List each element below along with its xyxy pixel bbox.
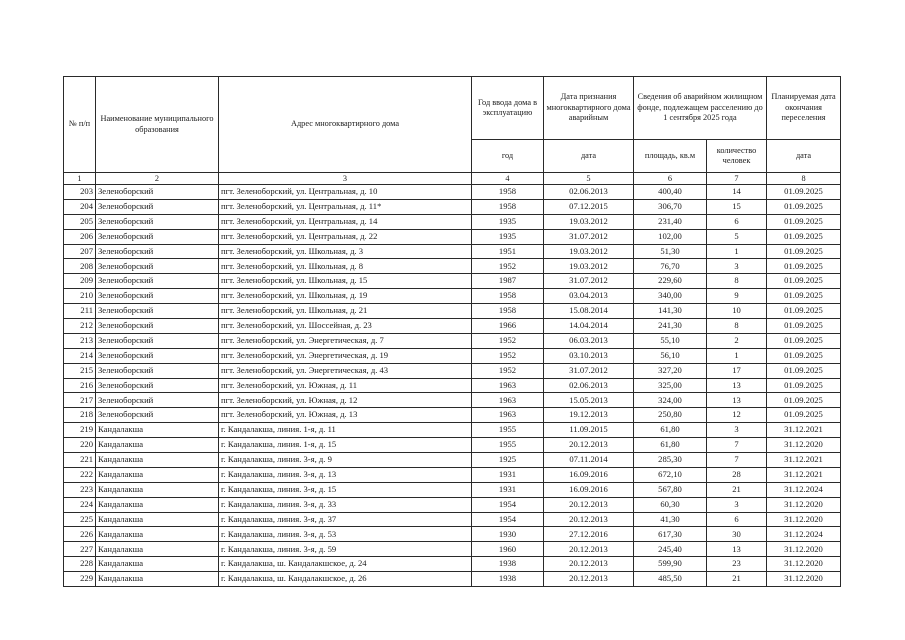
area-cell: 60,30 (634, 497, 707, 512)
municipality-cell: Кандалакша (96, 572, 219, 587)
people-count-cell: 13 (707, 542, 767, 557)
document-page (63, 76, 840, 587)
municipality-cell: Кандалакша (96, 557, 219, 572)
people-count-cell: 2 (707, 333, 767, 348)
row-number: 226 (64, 527, 96, 542)
municipality-cell: Зеленоборский (96, 333, 219, 348)
row-number: 221 (64, 453, 96, 468)
column-number: 6 (634, 173, 707, 185)
year-built-cell: 1963 (472, 378, 544, 393)
subheader-date: дата (544, 140, 634, 173)
date-recognized-cell: 20.12.2013 (544, 512, 634, 527)
address-cell: г. Кандалакша, линия. 3-я, д. 13 (219, 467, 472, 482)
planned-date-cell: 31.12.2020 (767, 557, 841, 572)
planned-date-cell: 01.09.2025 (767, 289, 841, 304)
table-row (64, 438, 841, 453)
year-built-cell: 1938 (472, 572, 544, 587)
table-row (64, 304, 841, 319)
address-cell: пгт. Зеленоборский, ул. Южная, д. 11 (219, 378, 472, 393)
planned-date-cell: 31.12.2024 (767, 527, 841, 542)
municipality-cell: Зеленоборский (96, 348, 219, 363)
address-cell: г. Кандалакша, ш. Кандалакшское, д. 26 (219, 572, 472, 587)
row-number: 223 (64, 482, 96, 497)
planned-date-cell: 01.09.2025 (767, 214, 841, 229)
address-cell: пгт. Зеленоборский, ул. Энергетическая, д. 19 (219, 348, 472, 363)
people-count-cell: 3 (707, 259, 767, 274)
row-number: 222 (64, 467, 96, 482)
municipality-cell: Зеленоборский (96, 244, 219, 259)
area-cell: 56,10 (634, 348, 707, 363)
date-recognized-cell: 16.09.2016 (544, 467, 634, 482)
people-count-cell: 7 (707, 438, 767, 453)
date-recognized-cell: 15.08.2014 (544, 304, 634, 319)
column-number: 8 (767, 173, 841, 185)
year-built-cell: 1952 (472, 363, 544, 378)
people-count-cell: 3 (707, 497, 767, 512)
column-number: 2 (96, 173, 219, 185)
municipality-cell: Зеленоборский (96, 393, 219, 408)
area-cell: 241,30 (634, 319, 707, 334)
address-cell: г. Кандалакша, ш. Кандалакшское, д. 24 (219, 557, 472, 572)
area-cell: 400,40 (634, 185, 707, 200)
address-cell: пгт. Зеленоборский, ул. Шоссейная, д. 23 (219, 319, 472, 334)
people-count-cell: 6 (707, 512, 767, 527)
people-count-cell: 10 (707, 304, 767, 319)
table-row (64, 378, 841, 393)
date-recognized-cell: 02.06.2013 (544, 378, 634, 393)
subheader-area: площадь, кв.м (634, 140, 707, 173)
year-built-cell: 1935 (472, 214, 544, 229)
row-number: 220 (64, 438, 96, 453)
row-number: 227 (64, 542, 96, 557)
year-built-cell: 1931 (472, 482, 544, 497)
row-number: 229 (64, 572, 96, 587)
area-cell: 306,70 (634, 199, 707, 214)
table-row (64, 542, 841, 557)
planned-date-cell: 01.09.2025 (767, 304, 841, 319)
people-count-cell: 30 (707, 527, 767, 542)
table-row (64, 557, 841, 572)
date-recognized-cell: 11.09.2015 (544, 423, 634, 438)
row-number: 213 (64, 333, 96, 348)
address-cell: пгт. Зеленоборский, ул. Школьная, д. 19 (219, 289, 472, 304)
planned-date-cell: 01.09.2025 (767, 259, 841, 274)
area-cell: 324,00 (634, 393, 707, 408)
municipality-cell: Зеленоборский (96, 304, 219, 319)
header-housing-info: Сведения об аварийном жилищном фонде, подлежащем расселению до 1 сентября 2025 года (634, 77, 767, 140)
municipality-cell: Зеленоборский (96, 185, 219, 200)
address-cell: пгт. Зеленоборский, ул. Южная, д. 13 (219, 408, 472, 423)
address-cell: г. Кандалакша, линия. 1-я, д. 11 (219, 423, 472, 438)
people-count-cell: 3 (707, 423, 767, 438)
row-number: 206 (64, 229, 96, 244)
planned-date-cell: 01.09.2025 (767, 319, 841, 334)
row-number: 210 (64, 289, 96, 304)
table-row (64, 274, 841, 289)
address-cell: г. Кандалакша, линия. 3-я, д. 53 (219, 527, 472, 542)
planned-date-cell: 31.12.2020 (767, 542, 841, 557)
subheader-year: год (472, 140, 544, 173)
address-cell: пгт. Зеленоборский, ул. Центральная, д. 11* (219, 199, 472, 214)
area-cell: 61,80 (634, 423, 707, 438)
year-built-cell: 1954 (472, 497, 544, 512)
date-recognized-cell: 20.12.2013 (544, 572, 634, 587)
address-cell: пгт. Зеленоборский, ул. Школьная, д. 21 (219, 304, 472, 319)
date-recognized-cell: 19.12.2013 (544, 408, 634, 423)
area-cell: 327,20 (634, 363, 707, 378)
year-built-cell: 1958 (472, 199, 544, 214)
row-number: 216 (64, 378, 96, 393)
table-row (64, 348, 841, 363)
table-row (64, 199, 841, 214)
area-cell: 599,90 (634, 557, 707, 572)
area-cell: 285,30 (634, 453, 707, 468)
area-cell: 250,80 (634, 408, 707, 423)
row-number: 208 (64, 259, 96, 274)
planned-date-cell: 31.12.2020 (767, 572, 841, 587)
date-recognized-cell: 03.10.2013 (544, 348, 634, 363)
year-built-cell: 1955 (472, 423, 544, 438)
table-row (64, 453, 841, 468)
area-cell: 229,60 (634, 274, 707, 289)
table-body (64, 173, 841, 587)
address-cell: пгт. Зеленоборский, ул. Южная, д. 12 (219, 393, 472, 408)
date-recognized-cell: 19.03.2012 (544, 244, 634, 259)
year-built-cell: 1963 (472, 393, 544, 408)
area-cell: 41,30 (634, 512, 707, 527)
table-row (64, 497, 841, 512)
municipality-cell: Зеленоборский (96, 363, 219, 378)
year-built-cell: 1954 (472, 512, 544, 527)
planned-date-cell: 01.09.2025 (767, 199, 841, 214)
area-cell: 567,80 (634, 482, 707, 497)
address-cell: пгт. Зеленоборский, ул. Центральная, д. 10 (219, 185, 472, 200)
date-recognized-cell: 20.12.2013 (544, 497, 634, 512)
table-row (64, 467, 841, 482)
people-count-cell: 1 (707, 244, 767, 259)
address-cell: пгт. Зеленоборский, ул. Энергетическая, д. 7 (219, 333, 472, 348)
row-number: 228 (64, 557, 96, 572)
date-recognized-cell: 20.12.2013 (544, 438, 634, 453)
planned-date-cell: 01.09.2025 (767, 378, 841, 393)
planned-date-cell: 01.09.2025 (767, 393, 841, 408)
table-row (64, 214, 841, 229)
year-built-cell: 1935 (472, 229, 544, 244)
area-cell: 325,00 (634, 378, 707, 393)
address-cell: пгт. Зеленоборский, ул. Центральная, д. 22 (219, 229, 472, 244)
date-recognized-cell: 06.03.2013 (544, 333, 634, 348)
municipality-cell: Кандалакша (96, 467, 219, 482)
address-cell: г. Кандалакша, линия. 3-я, д. 37 (219, 512, 472, 527)
date-recognized-cell: 03.04.2013 (544, 289, 634, 304)
planned-date-cell: 01.09.2025 (767, 244, 841, 259)
people-count-cell: 12 (707, 408, 767, 423)
planned-date-cell: 01.09.2025 (767, 274, 841, 289)
column-number: 4 (472, 173, 544, 185)
municipality-cell: Зеленоборский (96, 378, 219, 393)
municipality-cell: Зеленоборский (96, 408, 219, 423)
year-built-cell: 1958 (472, 185, 544, 200)
emergency-housing-table (63, 76, 841, 587)
people-count-cell: 5 (707, 229, 767, 244)
address-cell: пгт. Зеленоборский, ул. Школьная, д. 8 (219, 259, 472, 274)
subheader-people: количество человек (707, 140, 767, 173)
address-cell: г. Кандалакша, линия. 1-я, д. 15 (219, 438, 472, 453)
municipality-cell: Кандалакша (96, 527, 219, 542)
municipality-cell: Кандалакша (96, 512, 219, 527)
year-built-cell: 1987 (472, 274, 544, 289)
address-cell: пгт. Зеленоборский, ул. Школьная, д. 3 (219, 244, 472, 259)
people-count-cell: 23 (707, 557, 767, 572)
address-cell: пгт. Зеленоборский, ул. Школьная, д. 15 (219, 274, 472, 289)
date-recognized-cell: 27.12.2016 (544, 527, 634, 542)
area-cell: 102,00 (634, 229, 707, 244)
subheader-end-date: дата (767, 140, 841, 173)
table-row (64, 572, 841, 587)
area-cell: 141,30 (634, 304, 707, 319)
people-count-cell: 15 (707, 199, 767, 214)
people-count-cell: 21 (707, 482, 767, 497)
header-planned-end: Планируемая дата окончания переселения (767, 77, 841, 140)
year-built-cell: 1960 (472, 542, 544, 557)
municipality-cell: Зеленоборский (96, 229, 219, 244)
address-cell: г. Кандалакша, линия. 3-я, д. 9 (219, 453, 472, 468)
year-built-cell: 1955 (472, 438, 544, 453)
people-count-cell: 17 (707, 363, 767, 378)
row-number: 209 (64, 274, 96, 289)
municipality-cell: Кандалакша (96, 497, 219, 512)
planned-date-cell: 31.12.2021 (767, 423, 841, 438)
date-recognized-cell: 16.09.2016 (544, 482, 634, 497)
address-cell: пгт. Зеленоборский, ул. Центральная, д. 14 (219, 214, 472, 229)
column-number: 1 (64, 173, 96, 185)
address-cell: г. Кандалакша, линия. 3-я, д. 59 (219, 542, 472, 557)
row-number: 217 (64, 393, 96, 408)
planned-date-cell: 01.09.2025 (767, 408, 841, 423)
planned-date-cell: 01.09.2025 (767, 348, 841, 363)
planned-date-cell: 31.12.2021 (767, 467, 841, 482)
year-built-cell: 1963 (472, 408, 544, 423)
row-number: 203 (64, 185, 96, 200)
date-recognized-cell: 20.12.2013 (544, 557, 634, 572)
date-recognized-cell: 15.05.2013 (544, 393, 634, 408)
area-cell: 61,80 (634, 438, 707, 453)
date-recognized-cell: 14.04.2014 (544, 319, 634, 334)
area-cell: 340,00 (634, 289, 707, 304)
people-count-cell: 13 (707, 393, 767, 408)
municipality-cell: Кандалакша (96, 482, 219, 497)
table-row (64, 333, 841, 348)
table-row (64, 259, 841, 274)
date-recognized-cell: 07.11.2014 (544, 453, 634, 468)
table-row (64, 289, 841, 304)
people-count-cell: 13 (707, 378, 767, 393)
area-cell: 672,10 (634, 467, 707, 482)
table-row (64, 408, 841, 423)
header-row-number: № п/п (64, 77, 96, 173)
date-recognized-cell: 20.12.2013 (544, 542, 634, 557)
date-recognized-cell: 31.07.2012 (544, 363, 634, 378)
people-count-cell: 8 (707, 319, 767, 334)
row-number: 212 (64, 319, 96, 334)
area-cell: 245,40 (634, 542, 707, 557)
year-built-cell: 1958 (472, 304, 544, 319)
header-year-built: Год ввода дома в эксплуатацию (472, 77, 544, 140)
year-built-cell: 1966 (472, 319, 544, 334)
planned-date-cell: 31.12.2020 (767, 438, 841, 453)
year-built-cell: 1930 (472, 527, 544, 542)
year-built-cell: 1952 (472, 333, 544, 348)
row-number: 218 (64, 408, 96, 423)
table-row (64, 319, 841, 334)
municipality-cell: Кандалакша (96, 438, 219, 453)
address-cell: г. Кандалакша, линия. 3-я, д. 15 (219, 482, 472, 497)
municipality-cell: Зеленоборский (96, 259, 219, 274)
row-number: 204 (64, 199, 96, 214)
area-cell: 617,30 (634, 527, 707, 542)
table-row (64, 185, 841, 200)
planned-date-cell: 31.12.2020 (767, 512, 841, 527)
row-number: 219 (64, 423, 96, 438)
municipality-cell: Зеленоборский (96, 199, 219, 214)
table-row (64, 244, 841, 259)
column-number-row (64, 173, 841, 185)
date-recognized-cell: 31.07.2012 (544, 274, 634, 289)
municipality-cell: Кандалакша (96, 542, 219, 557)
area-cell: 231,40 (634, 214, 707, 229)
year-built-cell: 1951 (472, 244, 544, 259)
row-number: 225 (64, 512, 96, 527)
people-count-cell: 28 (707, 467, 767, 482)
area-cell: 51,30 (634, 244, 707, 259)
table-row (64, 423, 841, 438)
table-row (64, 363, 841, 378)
municipality-cell: Кандалакша (96, 453, 219, 468)
row-number: 224 (64, 497, 96, 512)
table-row (64, 482, 841, 497)
year-built-cell: 1938 (472, 557, 544, 572)
people-count-cell: 21 (707, 572, 767, 587)
row-number: 205 (64, 214, 96, 229)
municipality-cell: Кандалакша (96, 423, 219, 438)
people-count-cell: 8 (707, 274, 767, 289)
people-count-cell: 9 (707, 289, 767, 304)
municipality-cell: Зеленоборский (96, 319, 219, 334)
people-count-cell: 7 (707, 453, 767, 468)
municipality-cell: Зеленоборский (96, 214, 219, 229)
header-address: Адрес многоквартирного дома (219, 77, 472, 173)
table-row (64, 229, 841, 244)
header-municipality: Наименование муниципального образования (96, 77, 219, 173)
table-row (64, 527, 841, 542)
row-number: 215 (64, 363, 96, 378)
year-built-cell: 1931 (472, 467, 544, 482)
table-row (64, 512, 841, 527)
header-date-recognized: Дата признания многоквартирного дома аварийным (544, 77, 634, 140)
date-recognized-cell: 02.06.2013 (544, 185, 634, 200)
row-number: 214 (64, 348, 96, 363)
year-built-cell: 1958 (472, 289, 544, 304)
people-count-cell: 14 (707, 185, 767, 200)
date-recognized-cell: 31.07.2012 (544, 229, 634, 244)
planned-date-cell: 01.09.2025 (767, 363, 841, 378)
row-number: 211 (64, 304, 96, 319)
planned-date-cell: 01.09.2025 (767, 229, 841, 244)
date-recognized-cell: 19.03.2012 (544, 259, 634, 274)
address-cell: пгт. Зеленоборский, ул. Энергетическая, д. 43 (219, 363, 472, 378)
table-row (64, 393, 841, 408)
column-number: 3 (219, 173, 472, 185)
date-recognized-cell: 19.03.2012 (544, 214, 634, 229)
planned-date-cell: 31.12.2020 (767, 497, 841, 512)
municipality-cell: Зеленоборский (96, 289, 219, 304)
column-number: 5 (544, 173, 634, 185)
planned-date-cell: 01.09.2025 (767, 185, 841, 200)
address-cell: г. Кандалакша, линия. 3-я, д. 33 (219, 497, 472, 512)
area-cell: 485,50 (634, 572, 707, 587)
people-count-cell: 6 (707, 214, 767, 229)
planned-date-cell: 01.09.2025 (767, 333, 841, 348)
year-built-cell: 1952 (472, 348, 544, 363)
planned-date-cell: 31.12.2024 (767, 482, 841, 497)
year-built-cell: 1952 (472, 259, 544, 274)
planned-date-cell: 31.12.2021 (767, 453, 841, 468)
area-cell: 76,70 (634, 259, 707, 274)
date-recognized-cell: 07.12.2015 (544, 199, 634, 214)
people-count-cell: 1 (707, 348, 767, 363)
municipality-cell: Зеленоборский (96, 274, 219, 289)
year-built-cell: 1925 (472, 453, 544, 468)
area-cell: 55,10 (634, 333, 707, 348)
column-number: 7 (707, 173, 767, 185)
row-number: 207 (64, 244, 96, 259)
